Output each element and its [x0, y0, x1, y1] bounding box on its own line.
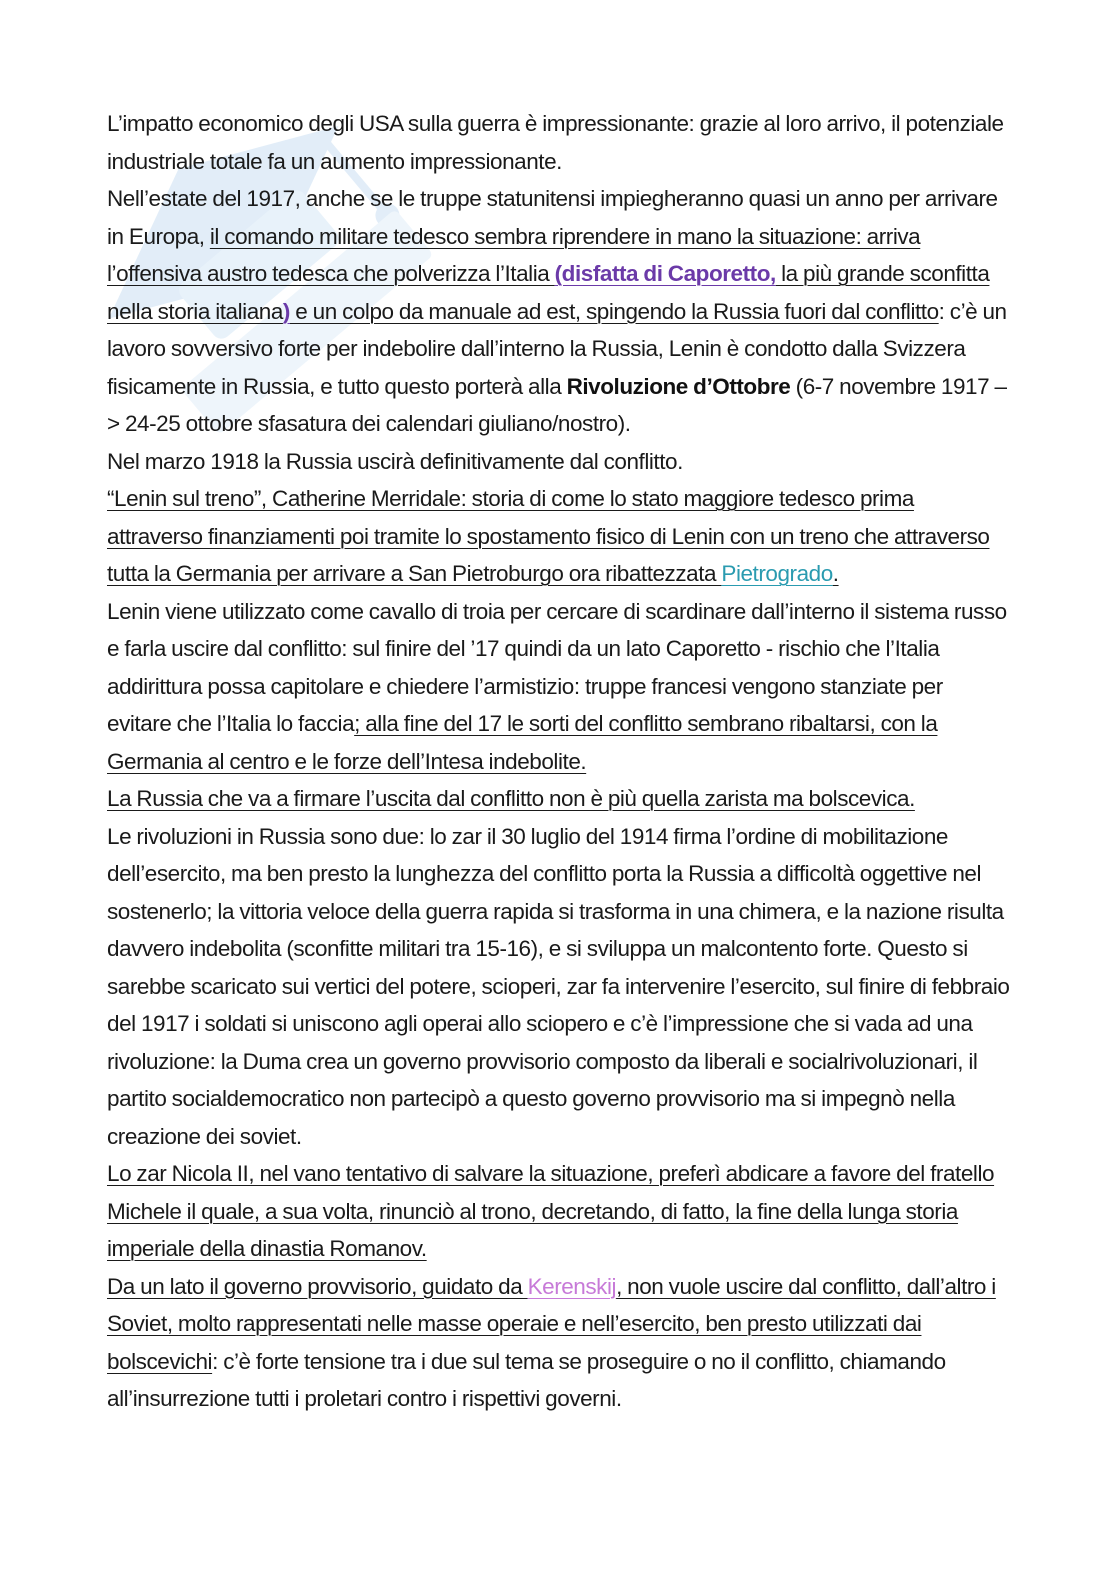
- underlined-text: La Russia che va a firmare l’uscita dal conflitto non è più quella zarista ma bolscevica.: [107, 786, 915, 811]
- text-segment: Lenin viene utilizzato come cavallo di troia per cercare di scardinare dall’interno il sistema russo e farla uscire dal conflitto: sul finire del ’17 quindi da un lato Caporetto - rischio che l’Italia addirittura possa capitolare e chiedere l’armistizio: truppe francesi vengono stanziate per evitare che l’Italia lo faccia: [107, 598, 1007, 736]
- underlined-text: “Lenin sul treno”, Catherine Merridale: storia di come lo stato maggiore tedesco prima attraverso finanziamenti poi tramite lo spostamento fisico di Lenin con un treno che attraverso tutta la Germania per arrivare a San Pietroburgo ora ribattezzata: [107, 486, 990, 586]
- paragraph-two-revolutions: [107, 818, 1012, 1156]
- paragraph-usa-impact: [107, 105, 1012, 180]
- kerenskij-link[interactable]: Kerenskij: [527, 1273, 617, 1299]
- underlined-text: e un colpo da manuale ad est, spingendo la Russia fuori dal conflitto: [289, 298, 939, 324]
- paragraph-lenin-train: [107, 480, 1012, 593]
- underlined-text: Lo zar Nicola II, nel vano tentativo di salvare la situazione, preferì abdicare a favore del fratello Michele il quale, a sua volta, rinunciò al trono, decretando, di fatto, la fine della lunga storia imperiale della dinastia Romanov.: [107, 1161, 995, 1261]
- document-body: [107, 105, 1012, 1418]
- underlined-text: ; alla fine del 17 le sorti del conflitto sembrano ribaltarsi, con la Germania al centro e le forze dell’Intesa indebolite.: [107, 711, 938, 774]
- text-segment: (6-7 novembre 1917 –> 24-25 ottobre sfasatura dei calendari giuliano/nostro).: [107, 373, 1007, 436]
- underlined-text: Da un lato il governo provvisorio, guidato da: [107, 1273, 528, 1299]
- underlined-text: , non vuole uscire dal conflitto, dall’altro i Soviet, molto rappresentati nelle masse operaie e nell’esercito, ben presto utilizzati dai bolscevichi: [107, 1273, 996, 1374]
- text-segment: Le rivoluzioni in Russia sono due: lo zar il 30 luglio del 1914 firma l’ordine di mobilitazione dell’esercito, ma ben presto la lunghezza del conflitto porta la Russia a difficoltà oggettive nel sostenerlo; la vittoria veloce della guerra rapida si trasforma in una chimera, e la nazione risulta davvero indebolita (sconfitte militari tra 15-16), e si sviluppa un malcontento forte. Questo si sarebbe scaricato sui vertici del potere, scioperi, zar fa intervenire l’esercito, sul finire di febbraio del 1917 i soldati si uniscono agli operai allo sciopero e c’è l’impressione che si vada ad una rivoluzione: la Duma crea un governo provvisorio composto da liberali e socialrivoluzionari, il partito socialdemocratico non partecipò a questo governo provvisorio ma si impegnò nella creazione dei soviet.: [107, 823, 1010, 1149]
- caporetto-highlight: (disfatta di Caporetto,: [554, 261, 776, 286]
- text-segment: : c’è forte tensione tra i due sul tema se proseguire o no il conflitto, chiamando all’insurrezione tutti i proletari contro i rispettivi governi.: [107, 1348, 946, 1411]
- paragraph-summer-1917: [107, 180, 1012, 443]
- text-segment: L’impatto economico degli USA sulla guerra è impressionante: grazie al loro arrivo, il potenziale industriale totale fa un aumento impressionante.: [107, 111, 1004, 174]
- text-segment: Nell’estate del 1917, anche se le truppe statunitensi impiegheranno quasi un anno per arrivare in Europa,: [107, 186, 998, 249]
- paragraph-trojan-horse: [107, 593, 1012, 781]
- pietrogrado-link[interactable]: Pietrogrado: [721, 561, 833, 586]
- underlined-text: il comando militare tedesco sembra riprendere in mano la situazione: arriva l’offensiva austro tedesca che polverizza l’Italia: [107, 223, 921, 286]
- october-revolution-bold: Rivoluzione d’Ottobre: [566, 373, 791, 399]
- paragraph-bolshevik-russia: [107, 780, 1012, 818]
- text-segment: : c’è un lavoro sovversivo forte per indebolire dall’interno la Russia, Lenin è condotto dalla Svizzera fisicamente in Russia, e tutto questo porterà alla: [107, 298, 1007, 399]
- paragraph-march-1918: [107, 443, 1012, 481]
- underlined-text: la più grande sconfitta nella storia italiana: [107, 261, 990, 324]
- paragraph-provisional-government: [107, 1268, 1012, 1418]
- underlined-text: .: [832, 561, 839, 586]
- closing-parenthesis: ): [282, 298, 290, 324]
- text-segment: Nel marzo 1918 la Russia uscirà definitivamente dal conflitto.: [107, 448, 683, 474]
- paragraph-tsar-nicholas: [107, 1155, 1012, 1268]
